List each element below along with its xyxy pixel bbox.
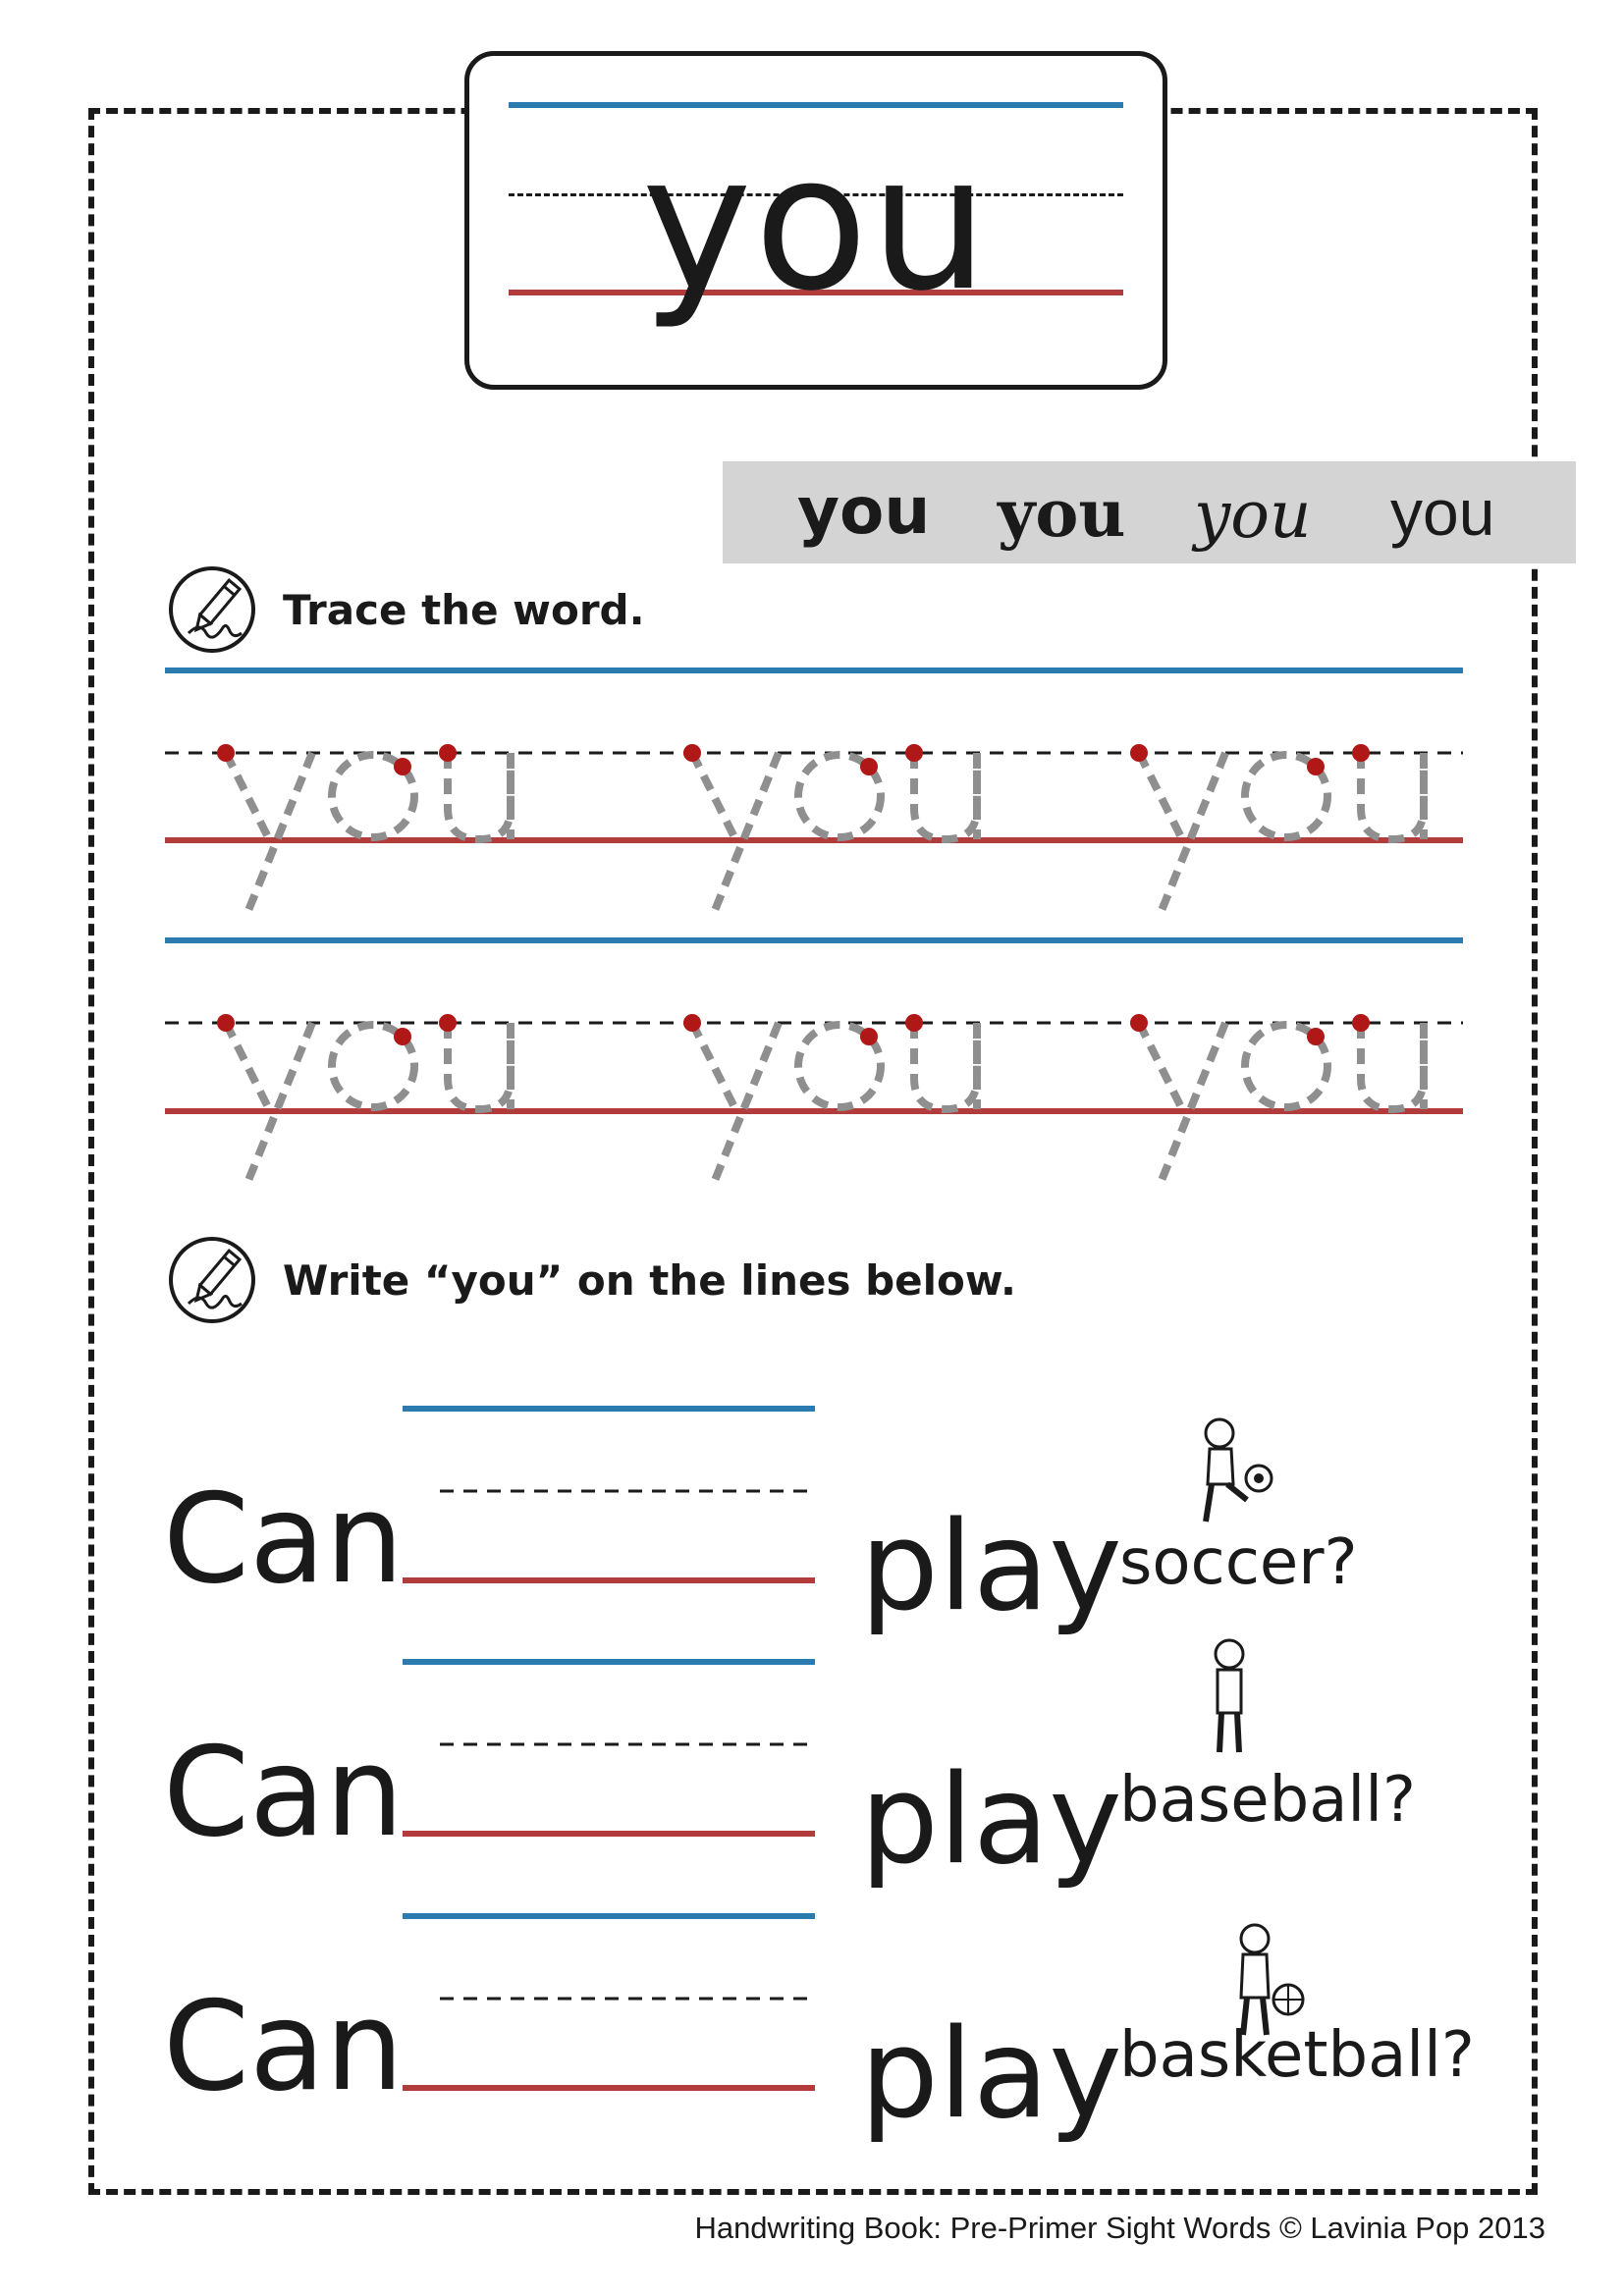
title-word: you bbox=[641, 115, 991, 332]
sentence-start: Can bbox=[163, 1974, 405, 2118]
child-baseball-player-icon bbox=[1190, 1634, 1278, 1762]
font-sample-4: you bbox=[1390, 476, 1495, 549]
write-instruction bbox=[167, 1235, 1016, 1325]
sentence-start: Can bbox=[163, 1720, 405, 1864]
writing-lines[interactable] bbox=[401, 1906, 817, 2103]
trace-word bbox=[1130, 1014, 1424, 1188]
trace-word bbox=[217, 744, 511, 918]
trace-instruction-text: Trace the word. bbox=[283, 585, 645, 634]
font-sample-1: you bbox=[797, 473, 931, 549]
font-sample-3: you bbox=[1194, 477, 1312, 553]
writing-lines[interactable] bbox=[401, 1652, 817, 1848]
trace-word bbox=[217, 1014, 511, 1188]
child-kicking-soccer-ball-icon bbox=[1188, 1414, 1276, 1541]
trace-word bbox=[1130, 744, 1424, 918]
sentence-verb: play bbox=[860, 1747, 1122, 1892]
trace-word bbox=[683, 744, 977, 918]
writing-lines[interactable] bbox=[401, 1399, 817, 1595]
font-sample-2: you bbox=[998, 475, 1126, 552]
trace-word bbox=[683, 1014, 977, 1188]
pencil-writing-icon bbox=[167, 1235, 257, 1325]
sentence-start: Can bbox=[163, 1467, 405, 1611]
sentence-sport: soccer? bbox=[1119, 1526, 1358, 1599]
write-instruction-text: Write “you” on the lines below. bbox=[283, 1255, 1016, 1305]
sentence-verb: play bbox=[860, 1494, 1122, 1638]
sentence-verb: play bbox=[860, 2002, 1122, 2146]
sentence-sport: basketball? bbox=[1119, 2019, 1475, 2092]
footer-credit: Handwriting Book: Pre-Primer Sight Words © Lavinia Pop 2013 bbox=[694, 2211, 1545, 2245]
sentence-sport: baseball? bbox=[1119, 1764, 1416, 1837]
